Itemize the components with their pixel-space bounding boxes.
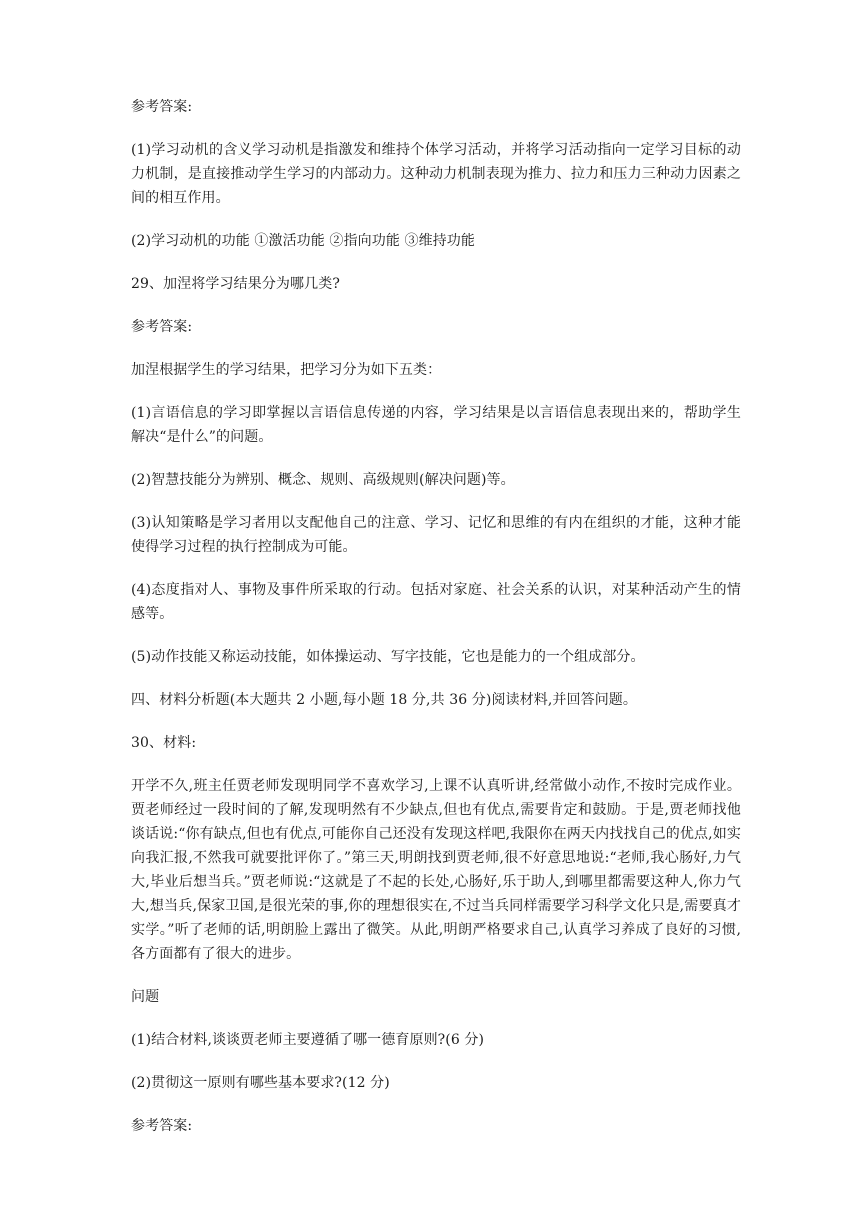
question-30-label: 30、材料: bbox=[131, 735, 197, 751]
question-29: 29、加涅将学习结果分为哪几类? bbox=[131, 276, 340, 292]
question-item-2: (2)贯彻这一原则有哪些基本要求?(12 分) bbox=[131, 1075, 390, 1091]
answer-item-5: (5)动作技能又称运动技能，如体操运动、写字技能，它也是能力的一个组成部分。 bbox=[131, 649, 645, 665]
answer-paragraph-definition: (1)学习动机的含义学习动机是指激发和维持个体学习活动，并将学习活动指向一定学习目标的动力机制，是直接推动学生学习的内部动力。这种动力机制表现为推力、拉力和压力三种动力因素之间的相互作用。 bbox=[131, 142, 741, 206]
answer-item-4: (4)态度指对人、事物及事件所采取的行动。包括对家庭、社会关系的认识，对某种活动产生的情感等。 bbox=[131, 582, 741, 622]
material-passage: 开学不久,班主任贾老师发现明同学不喜欢学习,上课不认真听讲,经常做小动作,不按时完成作业。贾老师经过一段时间的了解,发现明然有不少缺点,但也有优点,需要肯定和鼓励。于是,贾老师找他谈话说:“你有缺点,但也有优点,可能你自己还没有发现这样吧,我限你在两天内找找自己的优点,如实向我汇报,不然我可就要批评你了。”第三天,明朗找到贾老师,很不好意思地说:“老师,我心肠好,力气大,毕业后想当兵。”贾老师说:“这就是了不起的长处,心肠好,乐于助人,到哪里都需要这种人,你力气大,想当兵,保家卫国,是很光荣的事,你的理想很实在,不过当兵同样需要学习科学文化只是,需要真才实学。”听了老师的话,明朗脸上露出了微笑。从此,明朗严格要求自己,认真学习养成了良好的习惯,各方面都有了很大的进步。 bbox=[131, 778, 741, 962]
answer-heading: 参考答案: bbox=[131, 99, 193, 115]
answer-item-2: (2)智慧技能分为辨别、概念、规则、高级规则(解决问题)等。 bbox=[131, 472, 515, 488]
answer-heading: 参考答案: bbox=[131, 1118, 193, 1134]
question-item-1: (1)结合材料,谈谈贾老师主要遵循了哪一德育原则?(6 分) bbox=[131, 1032, 485, 1048]
section-heading: 四、材料分析题(本大题共 2 小题,每小题 18 分,共 36 分)阅读材料,并回答问题。 bbox=[131, 692, 638, 708]
answer-item-1: (1)言语信息的学习即掌握以言语信息传递的内容，学习结果是以言语信息表现出来的，帮助学生解决“是什么”的问题。 bbox=[131, 405, 741, 445]
document-body bbox=[131, 95, 741, 1157]
answer-intro: 加涅根据学生的学习结果，把学习分为如下五类： bbox=[131, 362, 442, 378]
answer-paragraph-functions: (2)学习动机的功能 ①激活功能 ②指向功能 ③维持功能 bbox=[131, 233, 475, 249]
question-heading: 问题 bbox=[131, 989, 160, 1005]
answer-item-3: (3)认知策略是学习者用以支配他自己的注意、学习、记忆和思维的有内在组织的才能，这种才能使得学习过程的执行控制成为可能。 bbox=[131, 515, 741, 555]
answer-heading: 参考答案: bbox=[131, 319, 193, 335]
